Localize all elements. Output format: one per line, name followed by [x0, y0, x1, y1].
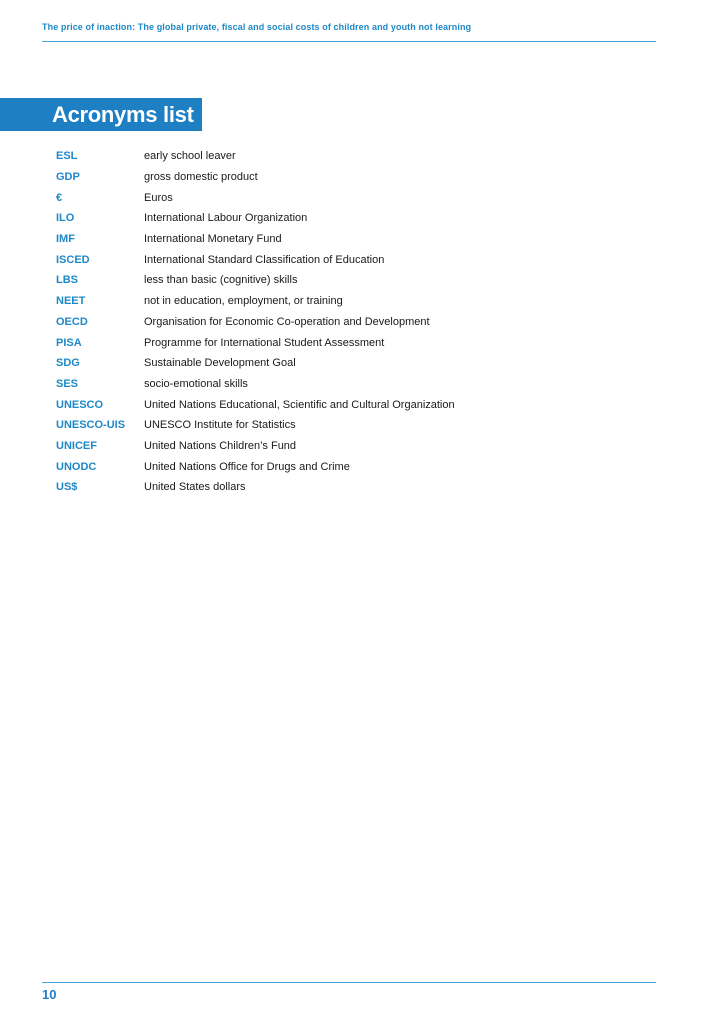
- acronym-abbreviation: UNESCO-UIS: [56, 419, 126, 432]
- acronym-row: [56, 167, 656, 188]
- acronym-definition: United Nations Educational, Scientific and Cultural Organization: [144, 398, 455, 411]
- acronym-abbreviation: SDG: [56, 357, 80, 370]
- footer-divider: [42, 982, 656, 983]
- acronym-definition: Euros: [144, 191, 173, 204]
- acronym-row: [56, 415, 656, 436]
- acronym-row: [56, 270, 656, 291]
- acronym-row: [56, 229, 656, 250]
- header-divider: [42, 41, 656, 42]
- acronym-abbreviation: PISA: [56, 336, 82, 349]
- page-title: Acronyms list: [52, 102, 194, 127]
- acronym-row: [56, 291, 656, 312]
- acronym-list: [56, 146, 656, 498]
- acronym-abbreviation: ISCED: [56, 253, 90, 266]
- acronym-abbreviation: UNICEF: [56, 439, 97, 452]
- section-title-banner: [0, 98, 202, 131]
- acronym-abbreviation: OECD: [56, 315, 88, 328]
- acronym-abbreviation: US$: [56, 481, 78, 494]
- acronym-definition: gross domestic product: [144, 171, 258, 184]
- acronym-abbreviation: SES: [56, 377, 79, 390]
- acronym-definition: Sustainable Development Goal: [144, 357, 296, 370]
- acronym-definition: less than basic (cognitive) skills: [144, 274, 298, 287]
- acronym-row: [56, 394, 656, 415]
- acronym-definition: International Labour Organization: [144, 212, 308, 225]
- acronym-row: [56, 249, 656, 270]
- acronym-row: [56, 312, 656, 333]
- acronym-abbreviation: LBS: [56, 274, 78, 287]
- acronym-row: [56, 477, 656, 498]
- acronym-definition: United Nations Children’s Fund: [144, 439, 297, 452]
- acronym-abbreviation: ESL: [56, 150, 78, 163]
- acronym-row: [56, 374, 656, 395]
- acronym-row: [56, 187, 656, 208]
- acronym-definition: United States dollars: [144, 481, 246, 494]
- acronym-abbreviation: IMF: [56, 233, 75, 246]
- acronym-definition: International Monetary Fund: [144, 233, 282, 246]
- acronym-row: [56, 208, 656, 229]
- acronym-definition: socio-emotional skills: [144, 377, 248, 390]
- running-header: The price of inaction: The global private, fiscal and social costs of children and youth not learning: [42, 22, 472, 32]
- acronym-row: [56, 353, 656, 374]
- acronym-row: [56, 332, 656, 353]
- acronym-row: [56, 456, 656, 477]
- acronym-definition: Programme for International Student Assessment: [144, 336, 385, 349]
- acronym-abbreviation: GDP: [56, 171, 80, 184]
- acronym-abbreviation: UNESCO: [56, 398, 104, 411]
- acronym-row: [56, 146, 656, 167]
- acronym-definition: International Standard Classification of Education: [144, 253, 385, 266]
- acronym-definition: Organisation for Economic Co-operation and Development: [144, 315, 430, 328]
- acronym-abbreviation: UNODC: [56, 460, 97, 473]
- acronym-abbreviation: ILO: [56, 212, 75, 225]
- acronym-row: [56, 436, 656, 457]
- acronym-definition: early school leaver: [144, 150, 236, 163]
- acronym-definition: UNESCO Institute for Statistics: [144, 419, 296, 432]
- acronym-abbreviation: €: [56, 191, 63, 204]
- acronym-definition: United Nations Office for Drugs and Crime: [144, 460, 350, 473]
- acronym-definition: not in education, employment, or training: [144, 295, 343, 308]
- page-number: 10: [42, 987, 57, 1002]
- acronym-abbreviation: NEET: [56, 295, 86, 308]
